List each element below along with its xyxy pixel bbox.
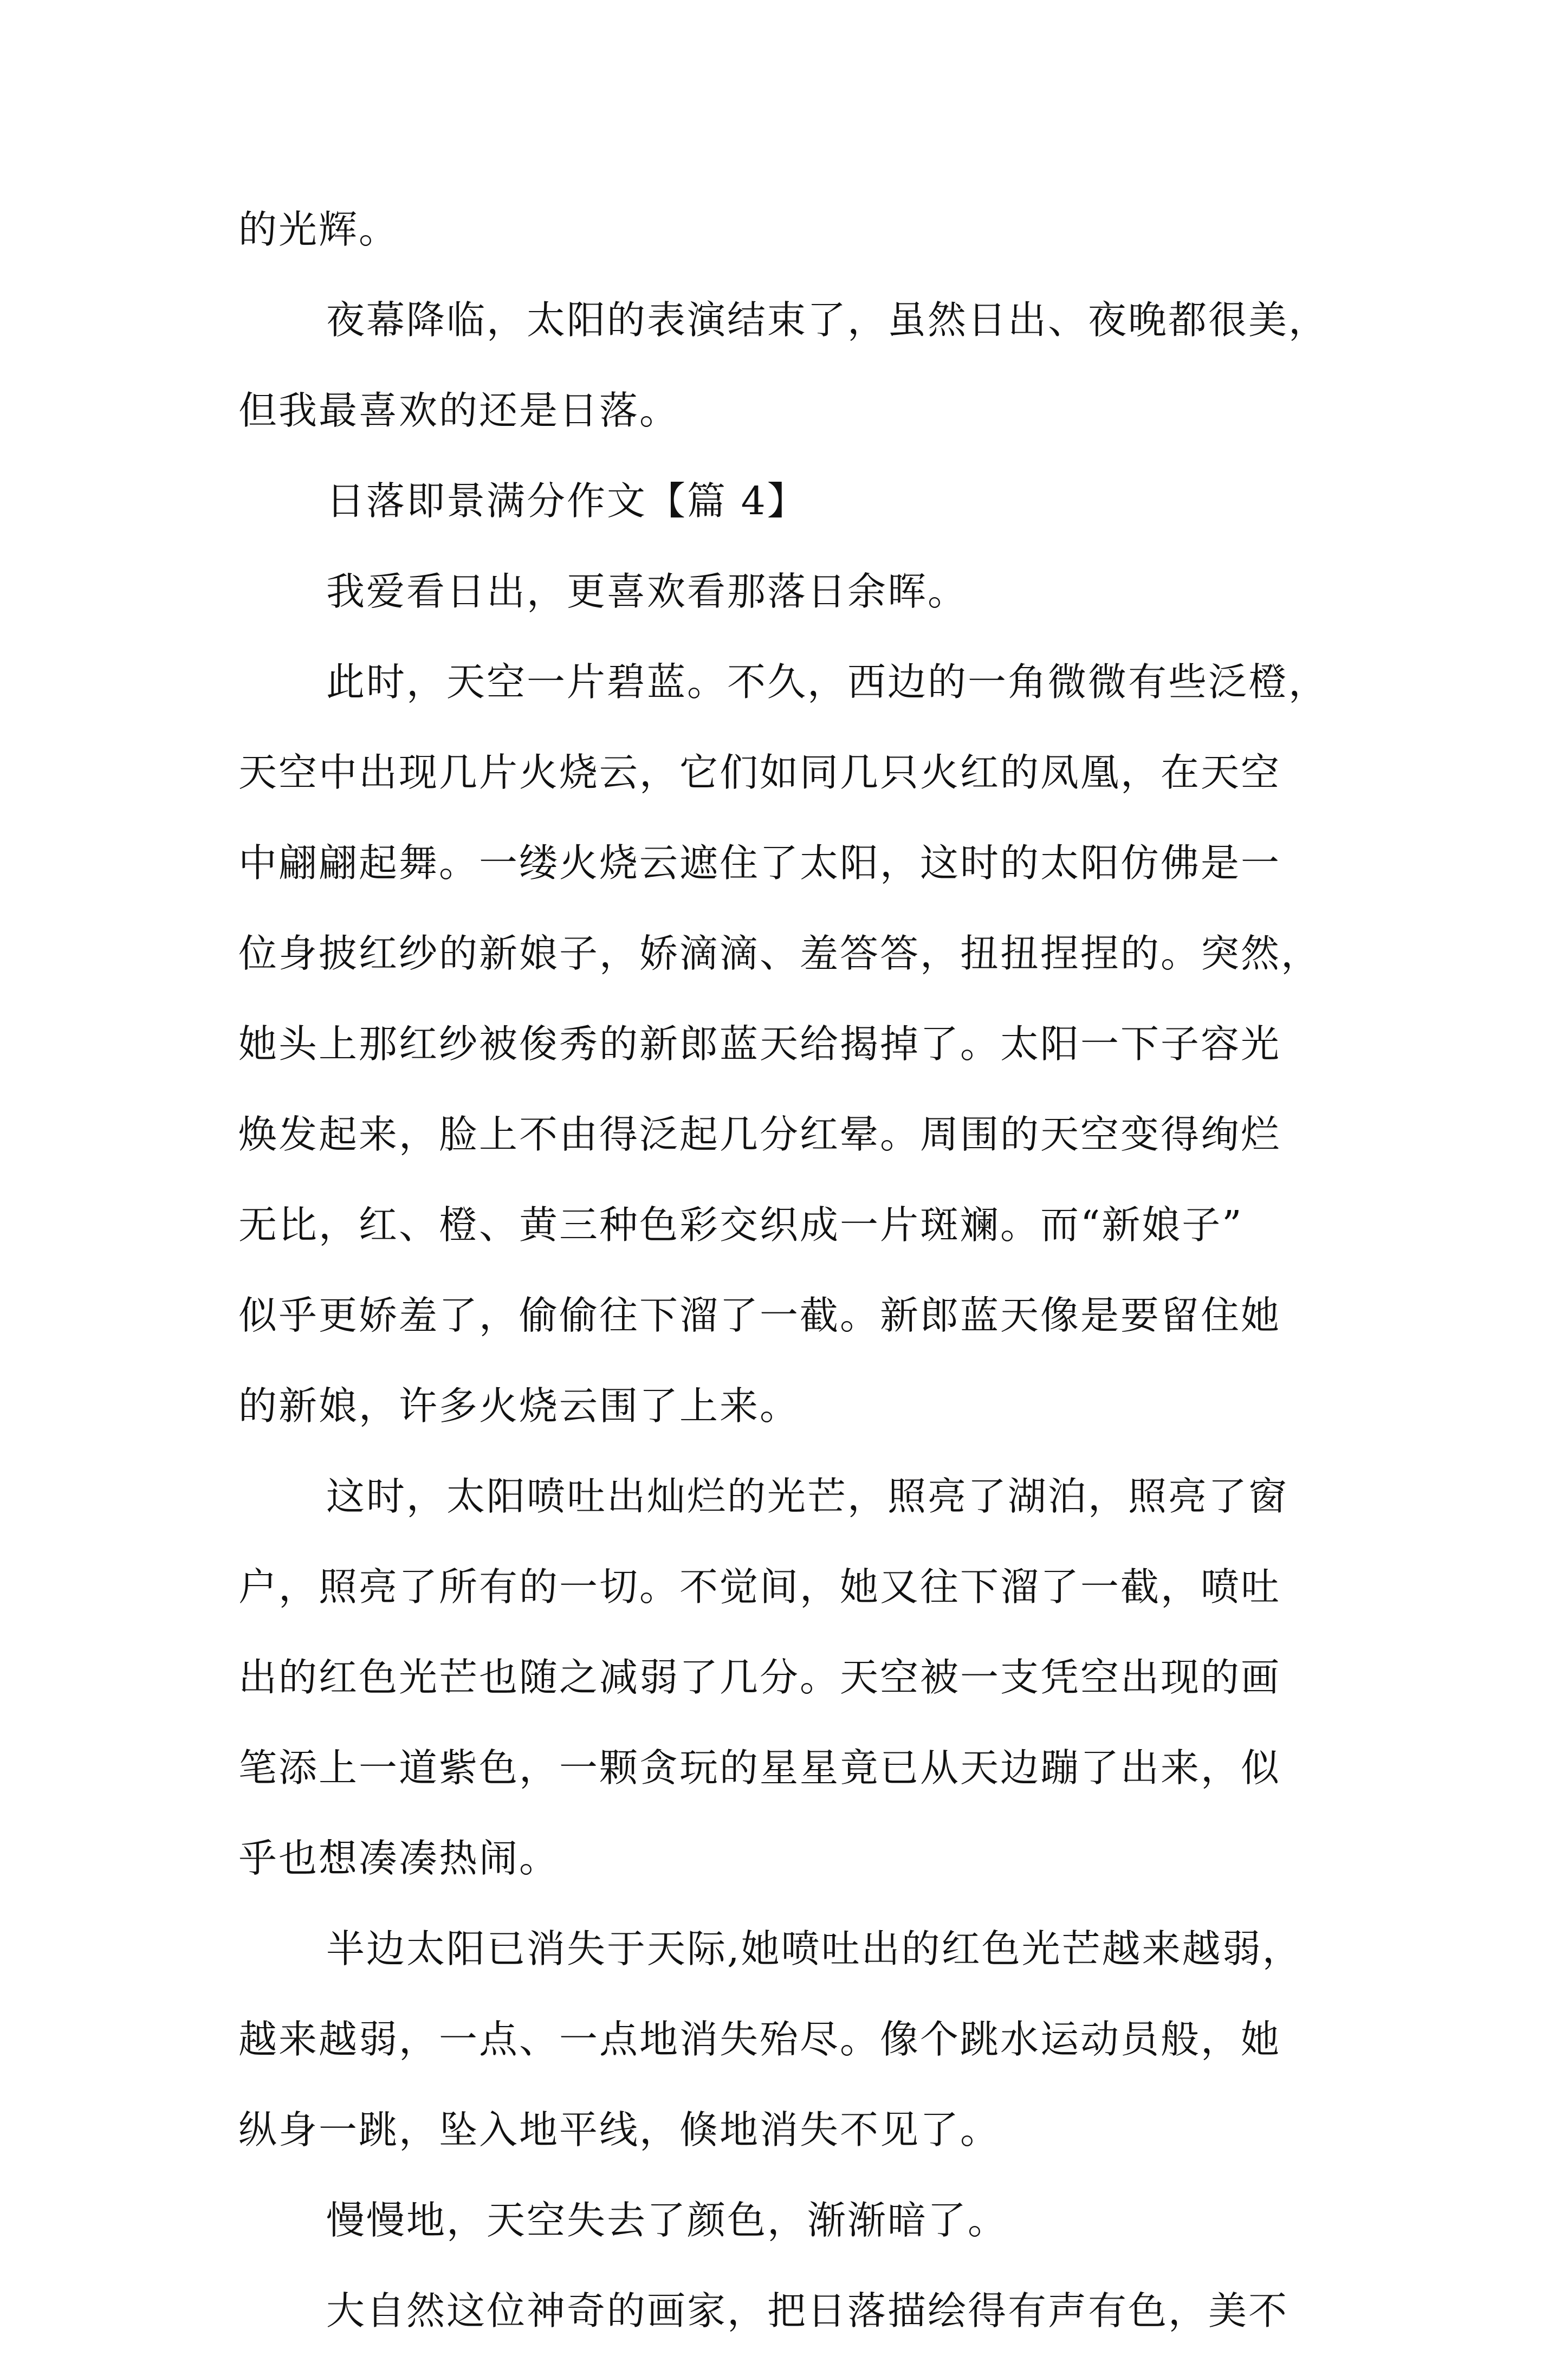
text-line: 的光辉。	[238, 207, 399, 252]
text-line: 的新娘，许多火烧云围了上来。	[238, 1383, 800, 1428]
text-line: 越来越弱，一点、一点地消失殆尽。像个跳水运动员般，她	[238, 2017, 1281, 2062]
text-line: 似乎更娇羞了，偷偷往下溜了一截。新郎蓝天像是要留住她	[238, 1293, 1281, 1338]
text-line: 天空中出现几片火烧云，它们如同几只火红的凤凰，在天空	[238, 750, 1281, 795]
text-line: 焕发起来，脸上不由得泛起几分红晕。周围的天空变得绚烂	[238, 1112, 1281, 1157]
text-line: 此时，天空一片碧蓝。不久，西边的一角微微有些泛橙，	[326, 659, 1329, 704]
text-line: 这时，太阳喷吐出灿烂的光芒，照亮了湖泊，照亮了窗	[326, 1474, 1289, 1519]
text-line: 夜幕降临，太阳的表演结束了，虽然日出、夜晚都很美，	[326, 297, 1329, 342]
document-body	[238, 184, 1333, 2356]
text-line: 户，照亮了所有的一切。不觉间，她又往下溜了一截，喷吐	[238, 1564, 1281, 1609]
text-line: 乎也想凑凑热闹。	[238, 1836, 560, 1881]
text-line: 但我最喜欢的还是日落。	[238, 388, 680, 433]
text-line: 纵身一跳，坠入地平线，倏地消失不见了。	[238, 2107, 1001, 2152]
text-line: 我爱看日出，更喜欢看那落日余晖。	[326, 569, 968, 614]
text-line: 无比，红、橙、黄三种色彩交织成一片斑斓。而“新娘子”	[238, 1202, 1243, 1247]
text-line: 出的红色光芒也随之减弱了几分。天空被一支凭空出现的画	[238, 1655, 1281, 1700]
text-line: 大自然这位神奇的画家，把日落描绘得有声有色，美不	[326, 2288, 1289, 2333]
text-line: 位身披红纱的新娘子，娇滴滴、羞答答，扭扭捏捏的。突然，	[238, 931, 1321, 976]
text-line: 慢慢地，天空失去了颜色，渐渐暗了。	[326, 2198, 1008, 2243]
text-line: 中翩翩起舞。一缕火烧云遮住了太阳，这时的太阳仿佛是一	[238, 840, 1281, 885]
text-line: 她头上那红纱被俊秀的新郎蓝天给揭掉了。太阳一下子容光	[238, 1021, 1281, 1066]
section-heading: 日落即景满分作文【篇 4】	[326, 478, 807, 523]
text-line: 半边太阳已消失于天际,她喷吐出的红色光芒越来越弱，	[326, 1926, 1303, 1971]
text-line: 笔添上一道紫色，一颗贪玩的星星竟已从天边蹦了出来，似	[238, 1745, 1281, 1790]
